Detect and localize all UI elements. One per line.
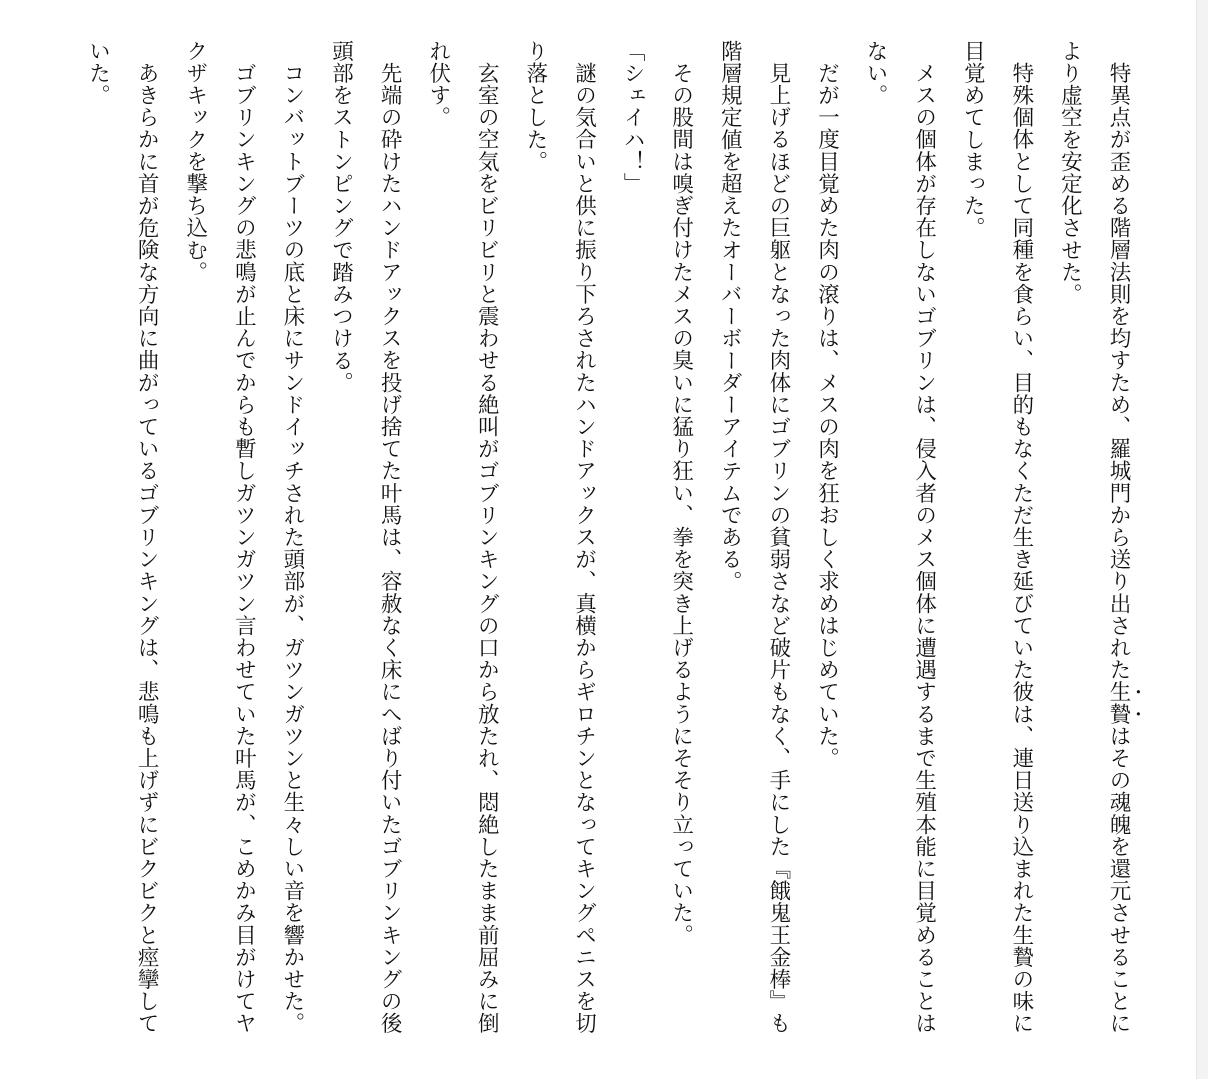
- paragraph: 先端の砕けたハンドアックスを投げ捨てた叶馬は、容赦なく床にへばり付いたゴブリンキングの後頭部をストンピングで踏みつける。: [328, 40, 403, 1034]
- dialogue-line: 「シェイハ！」: [620, 40, 646, 195]
- paragraph: ゴブリンキングの悲鳴が止んでからも暫しガツンガツン言わせていた叶馬が、こめかみ目がけてヤクザキックを撃ち込む。: [182, 40, 257, 1034]
- paragraph: 謎の気合いと供に振り下ろされたハンドアックスが、真横からギロチンとなってキングペニスを切り落とした。: [522, 40, 597, 1034]
- paragraph: 玄室の空気をビリビリと震わせる絶叫がゴブリンキングの口から放たれ、悶絶したまま前屈みに倒れ伏す。: [425, 40, 500, 1034]
- paragraph: 見上げるほどの巨躯となった肉体にゴブリンの貧弱さなど破片もなく、手にした『餓鬼王金棒』も階層規定値を超えたオーバーボーダーアイテムである。: [717, 40, 791, 1034]
- vertical-text-body: [73, 40, 1144, 1040]
- paragraph-text: 特異点が歪める階層法則を均すため、羅城門から送り出された: [1106, 61, 1131, 681]
- paragraph: 特殊個体として同種を食らい、目的もなくただ生き延びていた彼は、連日送り込まれた生贄の味に目覚めてしまった。: [960, 40, 1034, 1034]
- emphasized-word: 生贄: [1106, 680, 1131, 725]
- paragraph: [1045, 40, 1144, 1040]
- paragraph: あきらかに首が危険な方向に曲がっているゴブリンキングは、悲鳴も上げずにビクビクと痙攣していた。: [85, 40, 160, 1034]
- paragraph-text: はその魂魄を還元させることにより虚空を安定化させた。: [1057, 40, 1131, 1034]
- paragraph: コンバットブーツの底と床にサンドイッチされた頭部が、ガツンガツンと生々しい音を響かせた。: [279, 61, 305, 1034]
- page-edge-divider: [1196, 0, 1208, 1079]
- paragraph: その股間は嗅ぎ付けたメスの臭いに猛り狂い、拳を突き上げるようにそそり立っていた。: [668, 61, 694, 946]
- paragraph: メスの個体が存在しないゴブリンは、侵入者のメス個体に遭遇するまで生殖本能に目覚めることはない。: [863, 40, 937, 1034]
- paragraph: だが一度目覚めた肉の滾りは、メスの肉を狂おしく求めはじめていた。: [814, 61, 840, 769]
